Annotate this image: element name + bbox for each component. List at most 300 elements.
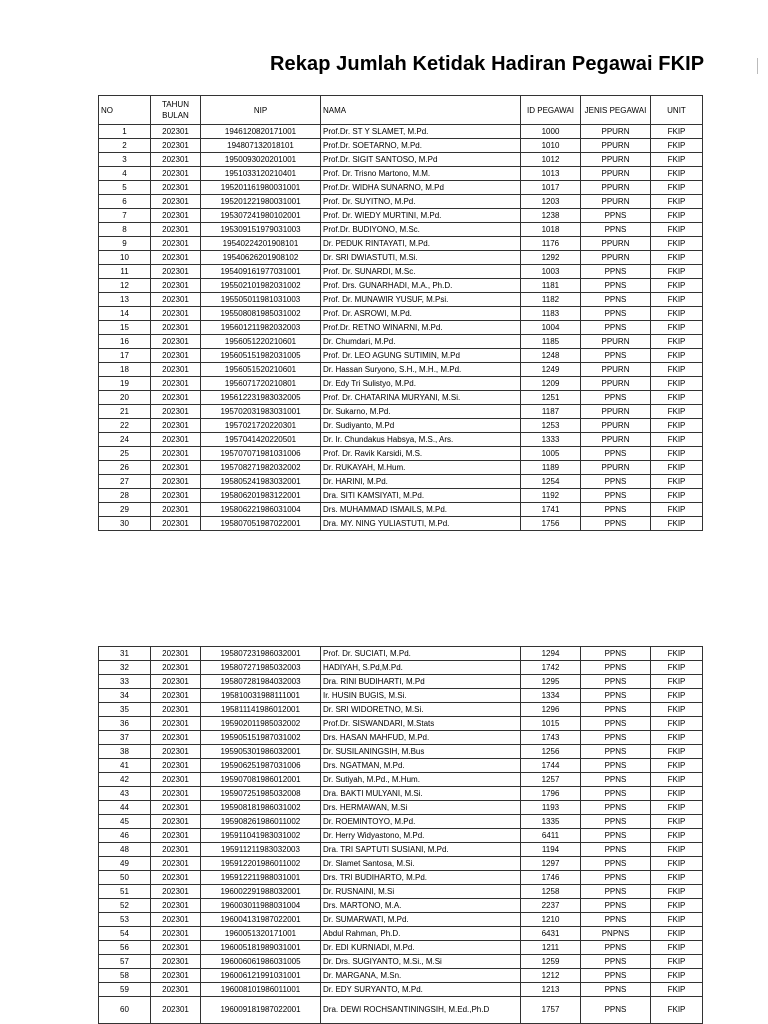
cell-nip: 195201221980031001: [201, 195, 321, 209]
table-row: [99, 885, 703, 899]
cell-no: 30: [99, 517, 151, 531]
cell-no: 58: [99, 969, 151, 983]
cell-nama: Drs. NGATMAN, M.Pd.: [321, 759, 521, 773]
cell-unit: FKIP: [651, 475, 703, 489]
cell-unit: FKIP: [651, 167, 703, 181]
cell-no: 4: [99, 167, 151, 181]
table-row: [99, 223, 703, 237]
cell-tahun-bulan: 202301: [151, 801, 201, 815]
cell-jenis-pegawai: PPNS: [581, 223, 651, 237]
cell-nama: Dr. MARGANA, M.Sn.: [321, 969, 521, 983]
table-row: [99, 997, 703, 1024]
cell-nip: 196006061986031005: [201, 955, 321, 969]
cell-tahun-bulan: 202301: [151, 843, 201, 857]
cell-no: 19: [99, 377, 151, 391]
cell-unit: FKIP: [651, 969, 703, 983]
table-row: [99, 293, 703, 307]
table-row: [99, 731, 703, 745]
cell-jenis-pegawai: PPURN: [581, 405, 651, 419]
cell-nip: 196003011988031004: [201, 899, 321, 913]
cell-no: 32: [99, 661, 151, 675]
cell-nip: 195309151979031003: [201, 223, 321, 237]
cell-no: 3: [99, 153, 151, 167]
cell-nama: Dr. SRI WIDORETNO, M.Si.: [321, 703, 521, 717]
cell-nama: Prof. Dr. SUYITNO, M.Pd.: [321, 195, 521, 209]
cell-no: 35: [99, 703, 151, 717]
cell-nama: Prof.Dr. SOETARNO, M.Pd.: [321, 139, 521, 153]
cell-nip: 196002291988032001: [201, 885, 321, 899]
cell-nip: 19540626201908102: [201, 251, 321, 265]
cell-id-pegawai: 1258: [521, 885, 581, 899]
cell-tahun-bulan: 202301: [151, 447, 201, 461]
cell-unit: FKIP: [651, 447, 703, 461]
cell-tahun-bulan: 202301: [151, 913, 201, 927]
header-row: [99, 96, 703, 125]
cell-id-pegawai: 1249: [521, 363, 581, 377]
cell-jenis-pegawai: PPNS: [581, 983, 651, 997]
cell-unit: FKIP: [651, 321, 703, 335]
cell-nama: Dr. Herry Widyastono, M.Pd.: [321, 829, 521, 843]
cell-tahun-bulan: 202301: [151, 661, 201, 675]
cell-nama: Prof. Dr. LEO AGUNG SUTIMIN, M.Pd: [321, 349, 521, 363]
cell-jenis-pegawai: PPNS: [581, 731, 651, 745]
cell-no: 14: [99, 307, 151, 321]
table-row: [99, 335, 703, 349]
cell-unit: FKIP: [651, 391, 703, 405]
cell-nip: 1946120820171001: [201, 125, 321, 139]
table-row: [99, 941, 703, 955]
cell-unit: FKIP: [651, 461, 703, 475]
cell-jenis-pegawai: PPNS: [581, 349, 651, 363]
cell-no: 9: [99, 237, 151, 251]
cell-no: 38: [99, 745, 151, 759]
cell-id-pegawai: 1182: [521, 293, 581, 307]
table-row: [99, 279, 703, 293]
cell-id-pegawai: 1259: [521, 955, 581, 969]
cell-no: 54: [99, 927, 151, 941]
cell-tahun-bulan: 202301: [151, 433, 201, 447]
cell-nip: 1957041420220501: [201, 433, 321, 447]
cell-nama: Dr. SRI DWIASTUTI, M.Si.: [321, 251, 521, 265]
header-nip: NIP: [201, 96, 321, 125]
cell-tahun-bulan: 202301: [151, 489, 201, 503]
cell-unit: FKIP: [651, 955, 703, 969]
cell-unit: FKIP: [651, 647, 703, 661]
table-row: [99, 461, 703, 475]
cell-nip: 1957021720220301: [201, 419, 321, 433]
cell-unit: FKIP: [651, 731, 703, 745]
cell-unit: FKIP: [651, 717, 703, 731]
cell-id-pegawai: 1015: [521, 717, 581, 731]
cell-id-pegawai: 1746: [521, 871, 581, 885]
cell-jenis-pegawai: PPURN: [581, 433, 651, 447]
cell-tahun-bulan: 202301: [151, 927, 201, 941]
cell-no: 52: [99, 899, 151, 913]
cell-unit: FKIP: [651, 899, 703, 913]
cell-tahun-bulan: 202301: [151, 251, 201, 265]
cell-jenis-pegawai: PPNS: [581, 447, 651, 461]
cell-id-pegawai: 1194: [521, 843, 581, 857]
cell-nip: 196008101986011001: [201, 983, 321, 997]
cell-no: 22: [99, 419, 151, 433]
cell-no: 10: [99, 251, 151, 265]
cell-tahun-bulan: 202301: [151, 265, 201, 279]
cell-id-pegawai: 1238: [521, 209, 581, 223]
cell-unit: FKIP: [651, 773, 703, 787]
cell-no: 8: [99, 223, 151, 237]
cell-unit: FKIP: [651, 885, 703, 899]
cell-nip: 195201161980031001: [201, 181, 321, 195]
cell-id-pegawai: 1004: [521, 321, 581, 335]
cell-jenis-pegawai: PPNS: [581, 787, 651, 801]
cell-tahun-bulan: 202301: [151, 363, 201, 377]
cell-nama: Prof. Dr. Trisno Martono, M.M.: [321, 167, 521, 181]
cell-tahun-bulan: 202301: [151, 829, 201, 843]
cell-nama: Dr. Drs. SUGIYANTO, M.Si., M.Si: [321, 955, 521, 969]
cell-unit: FKIP: [651, 927, 703, 941]
cell-jenis-pegawai: PPNS: [581, 489, 651, 503]
cell-nama: Prof. Dr. CHATARINA MURYANI, M.Si.: [321, 391, 521, 405]
cell-unit: FKIP: [651, 857, 703, 871]
cell-nip: 195505011981031003: [201, 293, 321, 307]
cell-jenis-pegawai: PPNS: [581, 829, 651, 843]
table-row: [99, 125, 703, 139]
cell-jenis-pegawai: PPURN: [581, 251, 651, 265]
cell-nama: Dra. TRI SAPTUTI SUSIANI, M.Pd.: [321, 843, 521, 857]
cell-tahun-bulan: 202301: [151, 997, 201, 1024]
header-tahun: TAHUN: [162, 100, 189, 109]
cell-nama: Dr. Ir. Chundakus Habsya, M.S., Ars.: [321, 433, 521, 447]
cell-id-pegawai: 1248: [521, 349, 581, 363]
cell-jenis-pegawai: PPNS: [581, 759, 651, 773]
cell-nama: Prof.Dr. BUDIYONO, M.Sc.: [321, 223, 521, 237]
cell-no: 26: [99, 461, 151, 475]
header-id-pegawai: ID PEGAWAI: [521, 96, 581, 125]
cell-nama: Dr. Chumdari, M.Pd.: [321, 335, 521, 349]
cell-nip: 1956071720210801: [201, 377, 321, 391]
cell-id-pegawai: 1257: [521, 773, 581, 787]
cell-jenis-pegawai: PPNS: [581, 955, 651, 969]
cell-unit: FKIP: [651, 223, 703, 237]
cell-nama: Drs. MUHAMMAD ISMAILS, M.Pd.: [321, 503, 521, 517]
header-unit: UNIT: [651, 96, 703, 125]
cell-no: 56: [99, 941, 151, 955]
table-row: [99, 955, 703, 969]
cell-nama: Prof.Dr. SISWANDARI, M.Stats: [321, 717, 521, 731]
table-row: [99, 689, 703, 703]
cell-tahun-bulan: 202301: [151, 377, 201, 391]
header-jenis-pegawai: JENIS PEGAWAI: [581, 96, 651, 125]
cell-nama: Prof. Dr. Ravik Karsidi, M.S.: [321, 447, 521, 461]
cell-nama: Dr. SUMARWATI, M.Pd.: [321, 913, 521, 927]
cell-no: 50: [99, 871, 151, 885]
cell-id-pegawai: 1292: [521, 251, 581, 265]
cell-nip: 195307241980102001: [201, 209, 321, 223]
cell-nip: 1960051320171001: [201, 927, 321, 941]
cell-nama: Drs. HERMAWAN, M.Si: [321, 801, 521, 815]
cell-jenis-pegawai: PPURN: [581, 237, 651, 251]
cell-unit: FKIP: [651, 913, 703, 927]
cell-jenis-pegawai: PPNS: [581, 391, 651, 405]
cell-no: 24: [99, 433, 151, 447]
cell-no: 29: [99, 503, 151, 517]
cell-nama: Dra. BAKTI MULYANI, M.Si.: [321, 787, 521, 801]
cell-id-pegawai: 1251: [521, 391, 581, 405]
cell-id-pegawai: 1212: [521, 969, 581, 983]
cell-nip: 196004131987022001: [201, 913, 321, 927]
cell-nip: 195807231986032001: [201, 647, 321, 661]
cell-id-pegawai: 1757: [521, 997, 581, 1024]
cell-tahun-bulan: 202301: [151, 335, 201, 349]
cell-unit: FKIP: [651, 829, 703, 843]
cell-nama: Drs. HASAN MAHFUD, M.Pd.: [321, 731, 521, 745]
cell-id-pegawai: 1333: [521, 433, 581, 447]
cell-tahun-bulan: 202301: [151, 787, 201, 801]
cell-id-pegawai: 1185: [521, 335, 581, 349]
cell-nip: 1956051220210601: [201, 335, 321, 349]
table-row: [99, 321, 703, 335]
cell-unit: FKIP: [651, 661, 703, 675]
cell-tahun-bulan: 202301: [151, 237, 201, 251]
cell-no: 45: [99, 815, 151, 829]
cell-no: 42: [99, 773, 151, 787]
cell-nip: 195806221986031004: [201, 503, 321, 517]
cell-unit: FKIP: [651, 689, 703, 703]
cell-unit: FKIP: [651, 237, 703, 251]
cell-tahun-bulan: 202301: [151, 871, 201, 885]
cell-no: 11: [99, 265, 151, 279]
cell-nama: Prof.Dr. WIDHA SUNARNO, M.Pd: [321, 181, 521, 195]
cell-nama: Dr. EDI KURNIADI, M.Pd.: [321, 941, 521, 955]
cell-jenis-pegawai: PPNS: [581, 503, 651, 517]
cell-unit: FKIP: [651, 363, 703, 377]
table-row: [99, 419, 703, 433]
cell-no: 53: [99, 913, 151, 927]
table-row: [99, 759, 703, 773]
cell-jenis-pegawai: PPNS: [581, 885, 651, 899]
cell-id-pegawai: 1013: [521, 167, 581, 181]
cell-jenis-pegawai: PPNS: [581, 843, 651, 857]
cell-tahun-bulan: 202301: [151, 405, 201, 419]
cell-nama: Dr. Edy Tri Sulistyo, M.Pd.: [321, 377, 521, 391]
cell-no: 41: [99, 759, 151, 773]
cell-nama: Dr. RUSNAINI, M.Si: [321, 885, 521, 899]
cell-unit: FKIP: [651, 335, 703, 349]
cell-tahun-bulan: 202301: [151, 717, 201, 731]
table-row: [99, 899, 703, 913]
cell-id-pegawai: 1756: [521, 517, 581, 531]
cell-no: 60: [99, 997, 151, 1024]
table-row: [99, 265, 703, 279]
cell-unit: FKIP: [651, 405, 703, 419]
cell-nama: Prof. Dr. ASROWI, M.Pd.: [321, 307, 521, 321]
cell-tahun-bulan: 202301: [151, 899, 201, 913]
cell-tahun-bulan: 202301: [151, 209, 201, 223]
cell-unit: FKIP: [651, 307, 703, 321]
cell-nama: Dr. SUSILANINGSIH, M.Bus: [321, 745, 521, 759]
cell-no: 43: [99, 787, 151, 801]
table-row: [99, 377, 703, 391]
cell-jenis-pegawai: PPURN: [581, 139, 651, 153]
cell-nip: 195807051987022001: [201, 517, 321, 531]
cell-jenis-pegawai: PPURN: [581, 335, 651, 349]
cell-id-pegawai: 1743: [521, 731, 581, 745]
cell-no: 13: [99, 293, 151, 307]
cell-no: 57: [99, 955, 151, 969]
cell-tahun-bulan: 202301: [151, 815, 201, 829]
cell-nip: 1950093020201001: [201, 153, 321, 167]
cell-unit: FKIP: [651, 181, 703, 195]
header-tahun-bulan: [151, 96, 201, 125]
cell-tahun-bulan: 202301: [151, 461, 201, 475]
cell-nama: Dr. Sukarno, M.Pd.: [321, 405, 521, 419]
cell-nama: Prof. Dr. MUNAWIR YUSUF, M.Psi.: [321, 293, 521, 307]
cell-nama: Prof. Drs. GUNARHADI, M.A., Ph.D.: [321, 279, 521, 293]
cell-tahun-bulan: 202301: [151, 773, 201, 787]
cell-unit: FKIP: [651, 503, 703, 517]
cell-nama: Dr. Sudiyanto, M.Pd: [321, 419, 521, 433]
cell-unit: FKIP: [651, 843, 703, 857]
table-row: [99, 447, 703, 461]
cell-id-pegawai: 1741: [521, 503, 581, 517]
cell-tahun-bulan: 202301: [151, 153, 201, 167]
cell-nama: Dr. PEDUK RINTAYATI, M.Pd.: [321, 237, 521, 251]
cell-id-pegawai: 1295: [521, 675, 581, 689]
cell-id-pegawai: 1256: [521, 745, 581, 759]
cell-tahun-bulan: 202301: [151, 675, 201, 689]
cell-jenis-pegawai: PPNS: [581, 265, 651, 279]
cell-nip: 194807132018101: [201, 139, 321, 153]
cell-id-pegawai: 1297: [521, 857, 581, 871]
cell-nama: Dra. DEWI ROCHSANTININGSIH, M.Ed.,Ph.D: [321, 997, 521, 1024]
cell-nip: 195911211983032003: [201, 843, 321, 857]
cell-jenis-pegawai: PPNS: [581, 517, 651, 531]
cell-nip: 195805241983032001: [201, 475, 321, 489]
cell-no: 28: [99, 489, 151, 503]
table-row: [99, 391, 703, 405]
cell-nip: 195612231983032005: [201, 391, 321, 405]
cell-nip: 195907081986012001: [201, 773, 321, 787]
cell-unit: FKIP: [651, 675, 703, 689]
cell-tahun-bulan: 202301: [151, 759, 201, 773]
cell-unit: FKIP: [651, 997, 703, 1024]
cell-unit: FKIP: [651, 279, 703, 293]
cell-tahun-bulan: 202301: [151, 689, 201, 703]
cell-no: 51: [99, 885, 151, 899]
cell-unit: FKIP: [651, 139, 703, 153]
cell-jenis-pegawai: PPNS: [581, 717, 651, 731]
cell-nip: 196005181989031001: [201, 941, 321, 955]
cell-no: 15: [99, 321, 151, 335]
cell-id-pegawai: 1335: [521, 815, 581, 829]
cell-nip: 195810031988111001: [201, 689, 321, 703]
cell-nip: 195707071981031006: [201, 447, 321, 461]
cell-id-pegawai: 1334: [521, 689, 581, 703]
cell-jenis-pegawai: PPNS: [581, 475, 651, 489]
cell-id-pegawai: 1012: [521, 153, 581, 167]
cell-unit: FKIP: [651, 125, 703, 139]
cell-unit: FKIP: [651, 517, 703, 531]
cell-unit: FKIP: [651, 153, 703, 167]
cell-unit: FKIP: [651, 871, 703, 885]
cell-nama: Drs. TRI BUDIHARTO, M.Pd.: [321, 871, 521, 885]
cell-no: 20: [99, 391, 151, 405]
cell-jenis-pegawai: PPNS: [581, 871, 651, 885]
cell-nip: 195907251985032008: [201, 787, 321, 801]
cell-no: 59: [99, 983, 151, 997]
table-row: [99, 349, 703, 363]
cell-id-pegawai: 1253: [521, 419, 581, 433]
cell-id-pegawai: 1189: [521, 461, 581, 475]
cell-nama: Prof.Dr. ST Y SLAMET, M.Pd.: [321, 125, 521, 139]
cell-nama: Dr. ROEMINTOYO, M.Pd.: [321, 815, 521, 829]
cell-nip: 195708271982032002: [201, 461, 321, 475]
cell-unit: FKIP: [651, 703, 703, 717]
cell-no: 7: [99, 209, 151, 223]
cell-jenis-pegawai: PPURN: [581, 363, 651, 377]
cell-nip: 195912211988031001: [201, 871, 321, 885]
table-row: [99, 703, 703, 717]
cell-no: 49: [99, 857, 151, 871]
cell-nip: 195807271985032003: [201, 661, 321, 675]
cell-tahun-bulan: 202301: [151, 647, 201, 661]
cell-nip: 195807281984032003: [201, 675, 321, 689]
table-row: [99, 405, 703, 419]
cell-tahun-bulan: 202301: [151, 419, 201, 433]
cell-nip: 195905301986032001: [201, 745, 321, 759]
cell-unit: FKIP: [651, 801, 703, 815]
cell-unit: FKIP: [651, 377, 703, 391]
cell-tahun-bulan: 202301: [151, 139, 201, 153]
cell-tahun-bulan: 202301: [151, 181, 201, 195]
table-row: [99, 647, 703, 661]
cell-nip: 196009181987022001: [201, 997, 321, 1024]
cell-nama: Dra. MY. NING YULIASTUTI, M.Pd.: [321, 517, 521, 531]
cell-tahun-bulan: 202301: [151, 293, 201, 307]
cell-jenis-pegawai: PPNS: [581, 321, 651, 335]
cell-tahun-bulan: 202301: [151, 703, 201, 717]
table-row: [99, 983, 703, 997]
cell-unit: FKIP: [651, 349, 703, 363]
table-row: [99, 815, 703, 829]
table-row: [99, 661, 703, 675]
cell-jenis-pegawai: PPNS: [581, 675, 651, 689]
cell-no: 25: [99, 447, 151, 461]
table-row: [99, 857, 703, 871]
table-row: [99, 717, 703, 731]
header-nama: NAMA: [321, 96, 521, 125]
cell-no: 46: [99, 829, 151, 843]
cell-id-pegawai: 6411: [521, 829, 581, 843]
attendance-table-1: [98, 95, 703, 531]
table-row: [99, 773, 703, 787]
cell-jenis-pegawai: PPURN: [581, 377, 651, 391]
cell-nip: 1956051520210601: [201, 363, 321, 377]
cell-jenis-pegawai: PPNS: [581, 661, 651, 675]
cell-no: 48: [99, 843, 151, 857]
cell-jenis-pegawai: PPNS: [581, 899, 651, 913]
header-bulan: BULAN: [162, 111, 189, 120]
table-row: [99, 969, 703, 983]
table-row: [99, 745, 703, 759]
table-row: [99, 913, 703, 927]
cell-no: 1: [99, 125, 151, 139]
cell-tahun-bulan: 202301: [151, 279, 201, 293]
cell-nama: Prof. Dr. WIEDY MURTINI, M.Pd.: [321, 209, 521, 223]
cell-nip: 196006121991031001: [201, 969, 321, 983]
cell-id-pegawai: 1010: [521, 139, 581, 153]
cell-nama: Drs. MARTONO, M.A.: [321, 899, 521, 913]
